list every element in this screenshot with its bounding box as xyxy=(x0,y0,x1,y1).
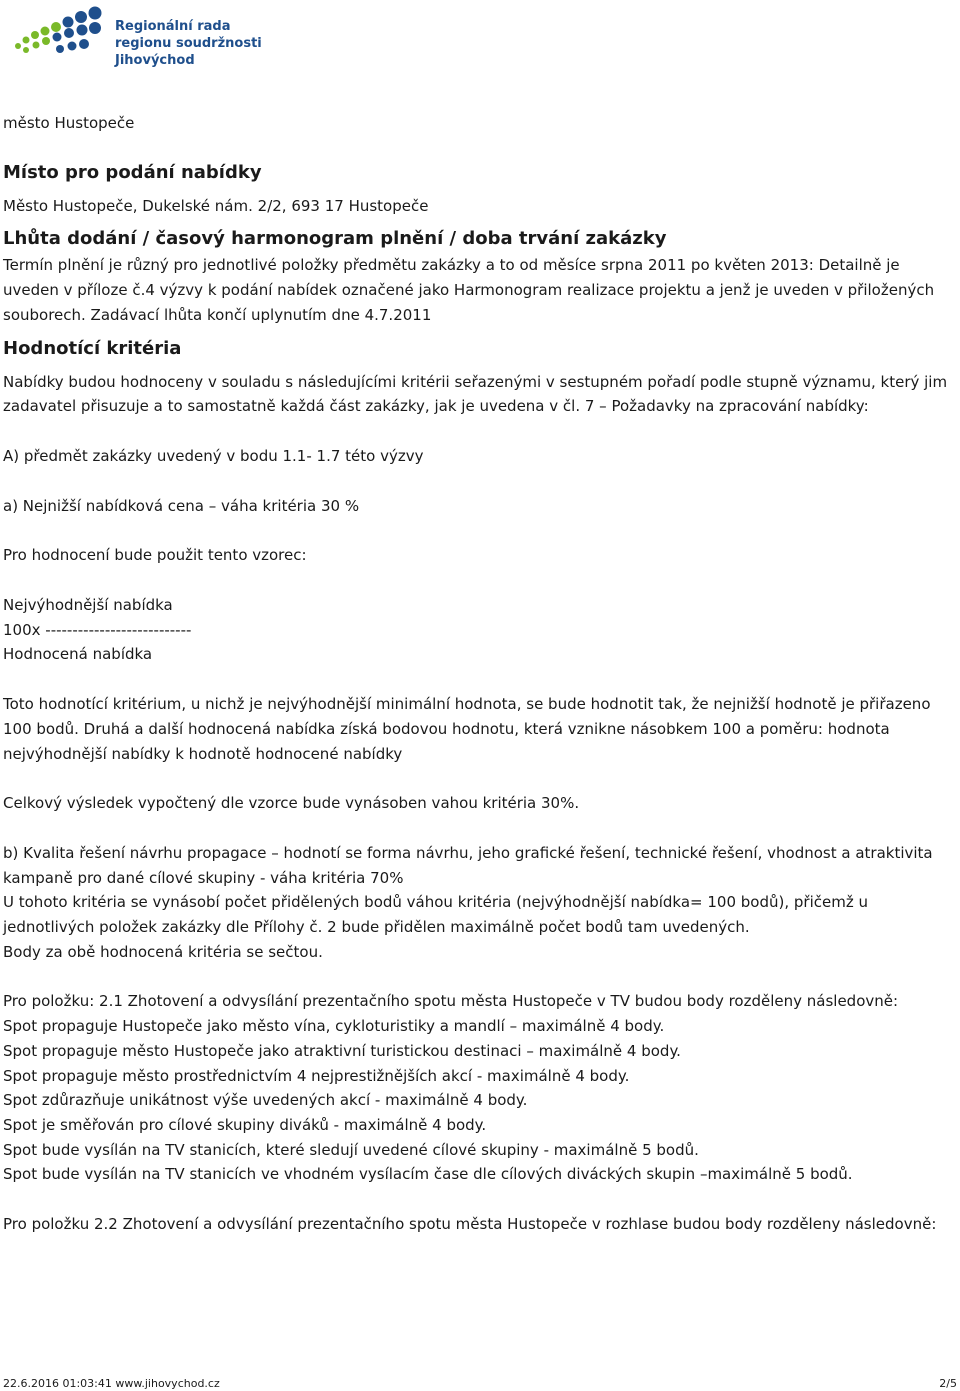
deadline-heading: Lhůta dodání / časový harmonogram plnění / doba trvání zakázky xyxy=(3,228,667,250)
item-2-2-line: Pro položku 2.2 Zhotovení a odvysílání prezentačního spotu města Hustopeče v rozhlase budou body rozděleny následovně: xyxy=(3,1215,937,1234)
item-2-1-line: Spot je směřován pro cílové skupiny diváků - maximálně 4 body. xyxy=(3,1115,487,1134)
footer-page-number: 2/5 xyxy=(939,1377,957,1390)
place-text: Město Hustopeče, Dukelské nám. 2/2, 693 17 Hustopeče xyxy=(3,196,429,215)
logo-mark-icon xyxy=(12,2,108,64)
criterion-b-line: Body za obě hodnocená kritéria se sečtou. xyxy=(3,942,323,961)
criteria-part-a: A) předmět zakázky uvedený v bodu 1.1- 1.7 této výzvy xyxy=(3,446,424,465)
place-heading: Místo pro podání nabídky xyxy=(3,161,262,183)
logo-text xyxy=(115,18,262,69)
formula-intro: Pro hodnocení bude použit tento vzorec: xyxy=(3,546,307,565)
item-2-1-line: Spot bude vysílán na TV stanicích ve vhodném vysílacím čase dle cílových diváckých skupin –maximálně 5 bodů. xyxy=(3,1165,853,1184)
page-footer xyxy=(3,1377,957,1391)
logo-line-2: regionu soudržnosti xyxy=(115,36,262,51)
criterion-a: a) Nejnižší nabídková cena – váha kritéria 30 % xyxy=(3,496,360,515)
item-2-1-line: Pro položku: 2.1 Zhotovení a odvysílání prezentačního spotu města Hustopeče v TV budou body rozděleny následovně: xyxy=(3,992,899,1011)
item-2-1-line: Spot propaguje město prostřednictvím 4 nejprestižnějších akcí - maximálně 4 body. xyxy=(3,1066,630,1085)
item-2-1-line: Spot bude vysílán na TV stanicích, které sledují uvedené cílové skupiny - maximálně 5 bodů. xyxy=(3,1140,699,1159)
formula-denominator: Hodnocená nabídka xyxy=(3,645,153,664)
logo-line-1: Regionální rada xyxy=(115,19,231,34)
formula-numerator: Nejvýhodnější nabídka xyxy=(3,596,173,615)
footer-timestamp-url: 22.6.2016 01:03:41 www.jihovychod.cz xyxy=(3,1377,220,1390)
logo xyxy=(12,2,312,68)
criteria-intro: Nabídky budou hodnoceny v souladu s následujícími kritérii seřazenými v sestupném pořadí podle stupně významu, který jim zadavatel přisuzuje a to samostatně každá část zakázky, jak je uvedena v čl. 7 – Požadavky na zpracování nabídky: xyxy=(3,372,948,416)
contracting-authority: město Hustopeče xyxy=(3,114,135,132)
logo-line-3: Jihovýchod xyxy=(115,53,195,68)
criterion-a-total: Celkový výsledek vypočtený dle vzorce bude vynásoben vahou kritéria 30%. xyxy=(3,794,580,813)
criterion-a-explanation: Toto hodnotící kritérium, u nichž je nejvýhodnější minimální hodnota, se bude hodnotit tak, že nejnižší hodnotě je přiřazeno 100 bodů. Druhá a další hodnocená nabídka získá bodovou hodnotu, která vznikne násobkem 100 a poměru: hodnota nejvýhodnější nabídky k hodnotě hodnocené nabídky xyxy=(3,695,931,763)
criterion-b-line: U tohoto kritéria se vynásobí počet přidělených bodů váhou kritéria (nejvýhodnější nabídka= 100 bodů), přičemž u jednotlivých položek zakázky dle Přílohy č. 2 bude přidělen maximálně počet bodů tam uvedených. xyxy=(3,893,868,937)
criteria-heading: Hodnotící kritéria xyxy=(3,337,182,359)
document-body xyxy=(3,111,958,1237)
criterion-b-line: b) Kvalita řešení návrhu propagace – hodnotí se forma návrhu, jeho grafické řešení, technické řešení, vhodnost a atraktivita kampaně pro dané cílové skupiny - váha kritéria 70% xyxy=(3,843,933,887)
formula-fraction-line: 100x --------------------------- xyxy=(3,620,192,639)
item-2-1-line: Spot propaguje Hustopeče jako město vína, cykloturistiky a mandlí – maximálně 4 body. xyxy=(3,1017,665,1036)
deadline-text: Termín plnění je různý pro jednotlivé položky předmětu zakázky a to od měsíce srpna 2011 po květen 2013: Detailně je uveden v příloze č.4 výzvy k podání nabídek označené jako Harmonogram realizace projektu a jenž je uveden v přiložených souborech. Zadávací lhůta končí uplynutím dne 4.7.2011 xyxy=(3,256,935,324)
item-2-1-line: Spot zdůrazňuje unikátnost výše uvedených akcí - maximálně 4 body. xyxy=(3,1091,528,1110)
item-2-1-line: Spot propaguje město Hustopeče jako atraktivní turistickou destinaci – maximálně 4 body. xyxy=(3,1041,681,1060)
